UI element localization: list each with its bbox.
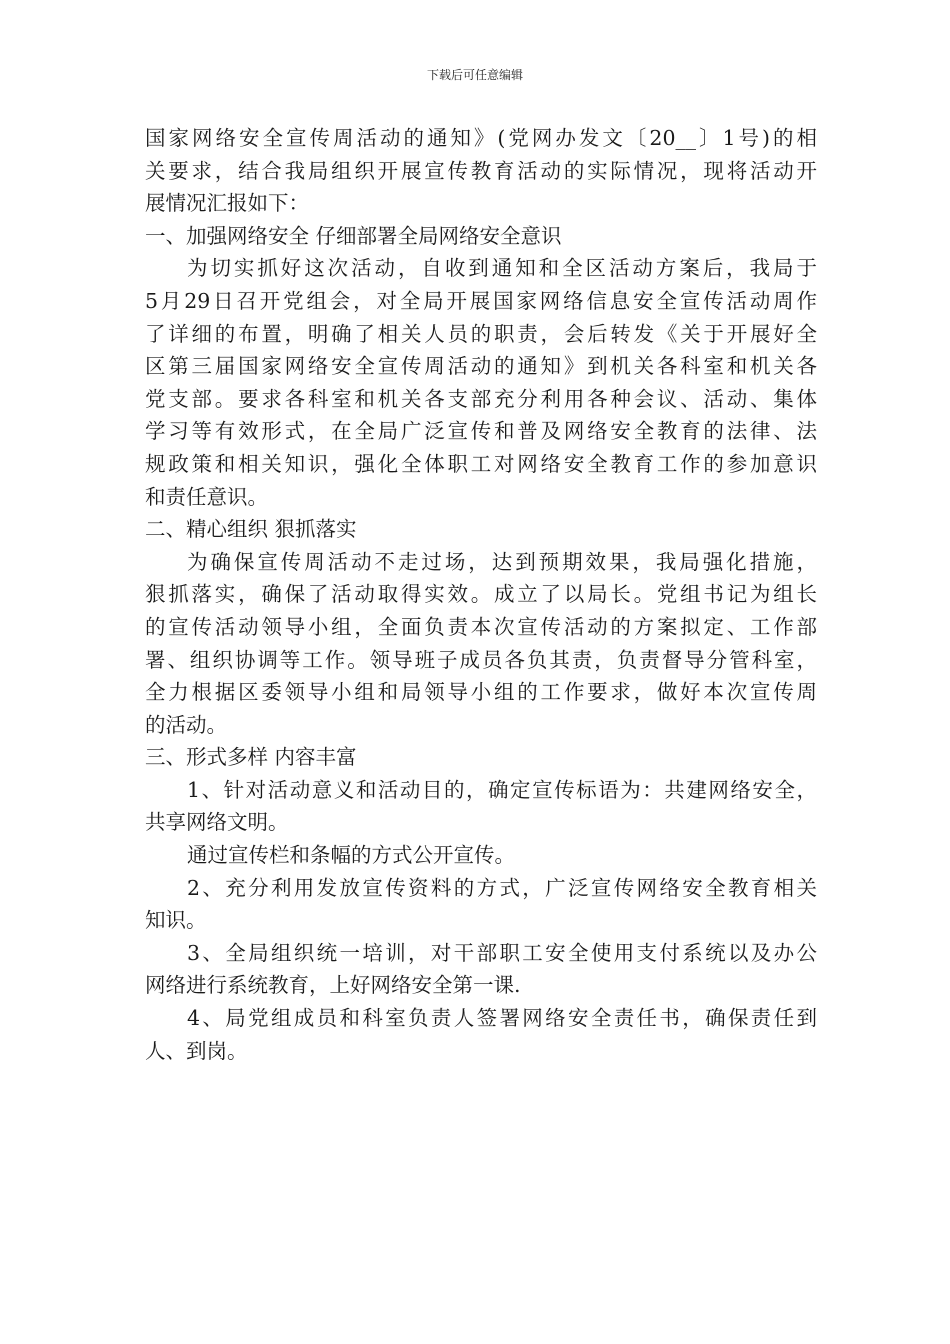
text-line: 展情况汇报如下： <box>145 191 309 216</box>
text-line: 三、形式多样 内容丰富 <box>145 745 357 770</box>
text-line: 共享网络文明。 <box>145 810 289 835</box>
text-line: 1、针对活动意义和活动目的，确定宣传标语为：共建网络安全， <box>187 777 817 802</box>
text-line: 了详细的布置，明确了相关人员的职责，会后转发《关于开展好全 <box>145 321 817 346</box>
text-line: 5月29日召开党组会，对全局开展国家网络信息安全宣传活动周作 <box>145 288 817 313</box>
text-line: 党支部。要求各科室和机关各支部充分利用各种会议、活动、集体 <box>145 386 817 411</box>
text-line: 知识。 <box>145 908 207 933</box>
text-line: 区第三届国家网络安全宣传周活动的通知》到机关各科室和机关各 <box>145 354 817 379</box>
text-line: 全力根据区委领导小组和局领导小组的工作要求，做好本次宣传周 <box>145 680 817 705</box>
text-line: 2、充分利用发放宣传资料的方式，广泛宣传网络安全教育相关 <box>187 875 817 900</box>
text-line: 学习等有效形式，在全局广泛宣传和普及网络安全教育的法律、法 <box>145 419 817 444</box>
text-line: 规政策和相关知识，强化全体职工对网络安全教育工作的参加意识 <box>145 451 817 476</box>
text-line: 4、局党组成员和科室负责人签署网络安全责任书，确保责任到 <box>187 1006 817 1031</box>
text-line: 人、到岗。 <box>145 1038 248 1063</box>
text-line: 3、全局组织统一培训，对干部职工安全使用支付系统以及办公 <box>187 940 817 965</box>
text-line: 关要求，结合我局组织开展宣传教育活动的实际情况，现将活动开 <box>145 158 817 183</box>
text-line: 为确保宣传周活动不走过场，达到预期效果，我局强化措施， <box>187 549 817 574</box>
text-line: 二、精心组织 狠抓落实 <box>145 517 357 542</box>
text-line: 国家网络安全宣传周活动的通知》(党网办发文〔20__〕1号)的相 <box>145 126 817 150</box>
text-line: 一、加强网络安全 仔细部署全局网络安全意识 <box>145 223 562 248</box>
text-line: 的活动。 <box>145 712 227 737</box>
document-body <box>145 122 817 1067</box>
text-line: 通过宣传栏和条幅的方式公开宣传。 <box>187 843 515 868</box>
header-note: 下载后可任意编辑 <box>426 68 523 82</box>
text-line: 的宣传活动领导小组，全面负责本次宣传活动的方案拟定、工作部 <box>145 614 817 639</box>
text-line: 狠抓落实，确保了活动取得实效。成立了以局长。党组书记为组长 <box>145 582 817 607</box>
text-line: 网络进行系统教育，上好网络安全第一课. <box>145 973 521 998</box>
text-line: 为切实抓好这次活动，自收到通知和全区活动方案后，我局于 <box>187 256 817 281</box>
text-line: 和责任意识。 <box>145 484 268 509</box>
text-line: 署、组织协调等工作。领导班子成员各负其责，负责督导分管科室， <box>145 647 817 672</box>
